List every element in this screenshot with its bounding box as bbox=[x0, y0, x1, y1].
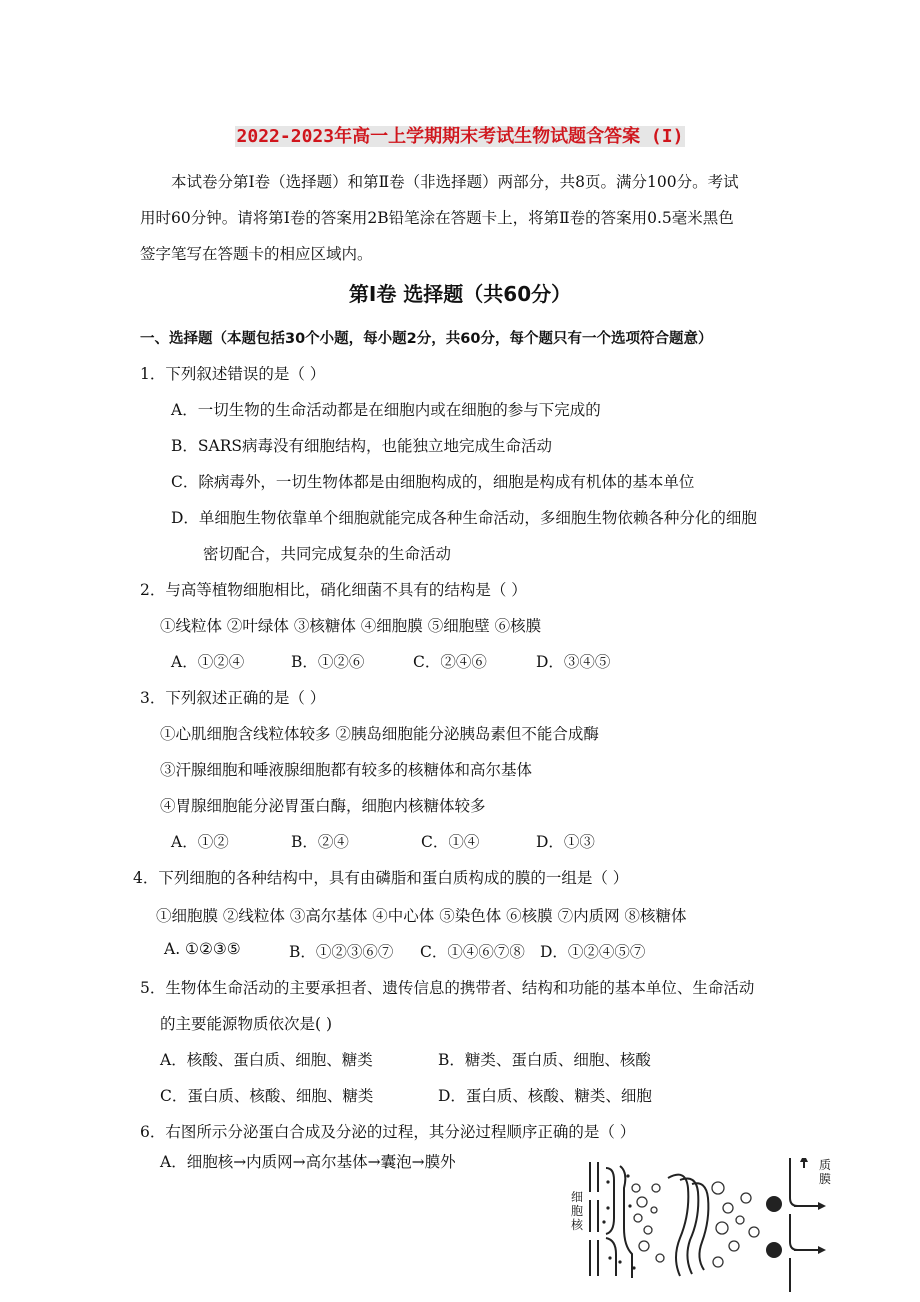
q5-stem-cont: 的主要能源物质依次是( ) bbox=[160, 1015, 333, 1033]
q2-option-b: B．①②⑥ bbox=[291, 653, 365, 671]
q5-option-c: C．蛋白质、核酸、细胞、糖类 bbox=[160, 1087, 374, 1105]
q4-option-a: A. ①②③⑤ bbox=[164, 940, 241, 958]
q1-stem: 1．下列叙述错误的是（ ） bbox=[140, 365, 326, 383]
q3-option-a: A．①② bbox=[171, 833, 229, 851]
q1-option-d-cont: 密切配合，共同完成复杂的生命活动 bbox=[203, 545, 452, 563]
figure-label-membrane: 质膜 bbox=[818, 1158, 831, 1186]
q4-stem: 4．下列细胞的各种结构中，具有由磷脂和蛋白质构成的膜的一组是（ ） bbox=[133, 869, 629, 887]
q2-stem: 2．与高等植物细胞相比，硝化细菌不具有的结构是（ ） bbox=[140, 581, 527, 599]
q5-option-a: A．核酸、蛋白质、细胞、糖类 bbox=[160, 1051, 373, 1069]
exam-title: 2022-2023年高一上学期期末考试生物试题含答案 (I) bbox=[236, 126, 684, 147]
figure-label-nucleus: 细胞核 bbox=[570, 1190, 583, 1232]
q5-stem: 5．生物体生命活动的主要承担者、遗传信息的携带者、结构和功能的基本单位、生命活动 bbox=[140, 979, 755, 997]
q2-option-a: A．①②④ bbox=[171, 653, 245, 671]
q6-stem: 6．右图所示分泌蛋白合成及分泌的过程，其分泌过程顺序正确的是（ ） bbox=[140, 1123, 636, 1141]
q3-item-3: ④胃腺细胞能分泌胃蛋白酶，细胞内核糖体较多 bbox=[160, 797, 486, 815]
secretion-diagram bbox=[568, 1158, 830, 1292]
q1-option-a: A．一切生物的生命活动都是在细胞内或在细胞的参与下完成的 bbox=[171, 401, 601, 419]
q4-option-b: B．①②③⑥⑦ bbox=[289, 943, 394, 961]
q2-option-d: D．③④⑤ bbox=[536, 653, 611, 671]
section-title: 第Ⅰ卷 选择题（共60分） bbox=[348, 282, 572, 306]
q3-item-1: ①心肌细胞含线粒体较多 ②胰岛细胞能分泌胰岛素但不能合成酶 bbox=[160, 725, 599, 743]
q6-option-a: A．细胞核→内质网→高尔基体→囊泡→膜外 bbox=[160, 1153, 456, 1171]
intro-line-2: 用时60分钟。请将第Ⅰ卷的答案用2B铅笔涂在答题卡上，将第Ⅱ卷的答案用0.5毫米黑色 bbox=[140, 209, 734, 227]
q3-item-2: ③汗腺细胞和唾液腺细胞都有较多的核糖体和高尔基体 bbox=[160, 761, 533, 779]
q2-items: ①线粒体 ②叶绿体 ③核糖体 ④细胞膜 ⑤细胞壁 ⑥核膜 bbox=[160, 617, 542, 635]
secretion-diagram-drawing bbox=[568, 1158, 830, 1292]
q4-option-d: D．①②④⑤⑦ bbox=[540, 943, 646, 961]
q3-option-b: B．②④ bbox=[291, 833, 349, 851]
q1-option-c: C．除病毒外，一切生物体都是由细胞构成的，细胞是构成有机体的基本单位 bbox=[171, 473, 695, 491]
q1-option-d: D．单细胞生物依靠单个细胞就能完成各种生命活动，多细胞生物依赖各种分化的细胞 bbox=[171, 509, 757, 527]
q4-option-c: C．①④⑥⑦⑧ bbox=[420, 943, 525, 961]
intro-line-3: 签字笔写在答题卡的相应区域内。 bbox=[140, 245, 373, 263]
q3-option-d: D．①③ bbox=[536, 833, 595, 851]
q3-option-c: C．①④ bbox=[421, 833, 480, 851]
q3-stem: 3．下列叙述正确的是（ ） bbox=[140, 689, 326, 707]
q1-option-b: B．SARS病毒没有细胞结构，也能独立地完成生命活动 bbox=[171, 437, 552, 455]
golgi-cisterna-1 bbox=[668, 1175, 688, 1276]
q5-option-d: D．蛋白质、核酸、糖类、细胞 bbox=[438, 1087, 652, 1105]
intro-line-1: 本试卷分第Ⅰ卷（选择题）和第Ⅱ卷（非选择题）两部分，共8页。满分100分。考试 bbox=[171, 173, 739, 191]
q5-option-b: B．糖类、蛋白质、细胞、核酸 bbox=[438, 1051, 651, 1069]
q2-option-c: C．②④⑥ bbox=[413, 653, 487, 671]
q4-items: ①细胞膜 ②线粒体 ③高尔基体 ④中心体 ⑤染色体 ⑥核膜 ⑦内质网 ⑧核糖体 bbox=[156, 907, 687, 925]
part-heading: 一、选择题（本题包括30个小题，每小题2分，共60分，每个题只有一个选项符合题意） bbox=[140, 331, 713, 347]
plasma-membrane bbox=[790, 1158, 808, 1292]
